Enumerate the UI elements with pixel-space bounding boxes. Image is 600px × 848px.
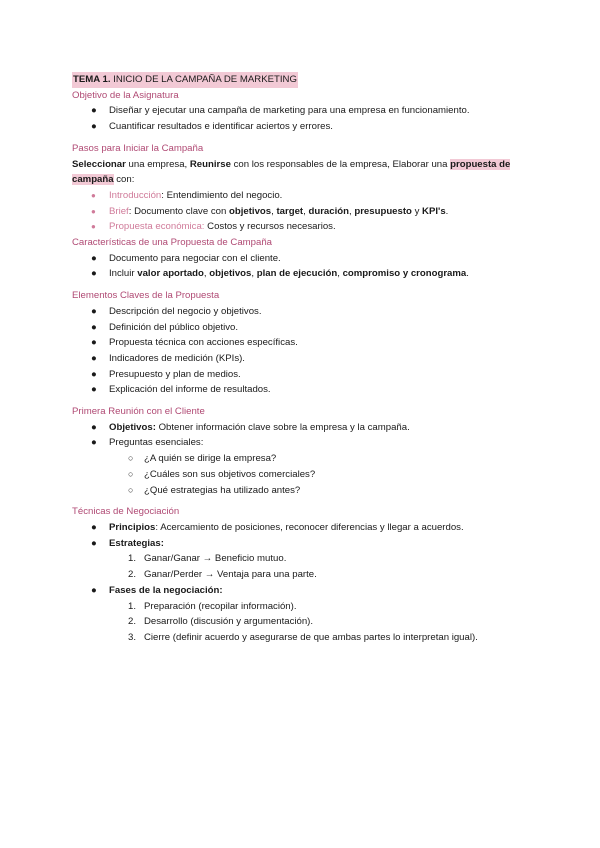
list-item: ● Incluir valor aportado, objetivos, plan de ejecución, compromiso y cronograma.	[91, 268, 469, 280]
list-subitem: ○ ¿Cuáles son sus objetivos comerciales?	[128, 468, 316, 480]
list-subitem: ○ ¿A quién se dirige la empresa?	[128, 453, 277, 465]
list-item: ● Documento para negociar con el cliente.	[91, 252, 281, 264]
list-item: ● Cuantificar resultados e identificar aciertos y errores.	[91, 121, 333, 133]
list-item: ● Estrategias:	[91, 537, 164, 549]
list-subitem: ○ ¿Qué estrategias ha utilizado antes?	[128, 484, 301, 496]
list-item: ● Propuesta económica: Costos y recursos necesarios.	[91, 221, 336, 233]
section-heading-elementos: Elementos Claves de la Propuesta	[72, 290, 220, 302]
list-item: ● Descripción del negocio y objetivos.	[91, 305, 262, 317]
list-item: ● Definición del público objetivo.	[91, 321, 239, 333]
list-reunion	[72, 420, 532, 499]
list-subitem: 3. Cierre (definir acuerdo y asegurarse de que ambas partes lo interpretan igual).	[128, 631, 478, 643]
section-heading-caracteristicas: Características de una Propuesta de Campaña	[72, 237, 272, 249]
list-item: ● Introducción: Entendimiento del negocio.	[91, 189, 283, 201]
list-item: ● Explicación del informe de resultados.	[91, 384, 271, 396]
list-item: ● Fases de la negociación:	[91, 584, 223, 596]
section-heading-objetivo: Objetivo de la Asignatura	[72, 89, 179, 101]
list-item: ● Brief: Documento clave con objetivos, target, duración, presupuesto y KPI's.	[91, 205, 449, 217]
list-caracteristicas	[72, 251, 532, 282]
list-item: ● Presupuesto y plan de medios.	[91, 368, 241, 380]
list-subitem: 2. Desarrollo (discusión y argumentación).	[128, 616, 314, 628]
section-heading-tecnicas: Técnicas de Negociación	[72, 506, 180, 518]
list-item: ● Indicadores de medición (KPIs).	[91, 352, 245, 364]
list-objetivo	[72, 103, 532, 134]
list-item: ● Diseñar y ejecutar una campaña de marketing para una empresa en funcionamiento.	[91, 105, 470, 117]
list-item: ● Propuesta técnica con acciones específicas.	[91, 337, 298, 349]
list-pasos	[72, 188, 532, 235]
list-item: ● Principios: Acercamiento de posiciones, reconocer diferencias y llegar a acuerdos.	[91, 521, 464, 533]
list-subitem: 1. Preparación (recopilar información).	[128, 600, 297, 612]
highlight-propuesta: propuesta de campaña	[72, 158, 511, 186]
list-elementos	[72, 304, 532, 398]
list-item: ● Preguntas esenciales:	[91, 437, 204, 449]
section-heading-pasos: Pasos para Iniciar la Campaña	[72, 142, 204, 154]
list-subitem: 1. Ganar/Ganar → Beneficio mutuo.	[128, 553, 287, 565]
document-content	[72, 72, 532, 646]
list-subitem: 2. Ganar/Perder → Ventaja para una parte.	[128, 569, 317, 581]
document-title: TEMA 1. INICIO DE LA CAMPAÑA DE MARKETING	[72, 72, 298, 88]
pasos-intro: Seleccionar una empresa, Reunirse con los responsables de la empresa, Elaborar una propuesta de campaña con:	[72, 158, 511, 186]
list-item: ● Objetivos: Obtener información clave sobre la empresa y la campaña.	[91, 421, 410, 433]
section-heading-reunion: Primera Reunión con el Cliente	[72, 406, 205, 418]
list-tecnicas	[72, 520, 532, 646]
